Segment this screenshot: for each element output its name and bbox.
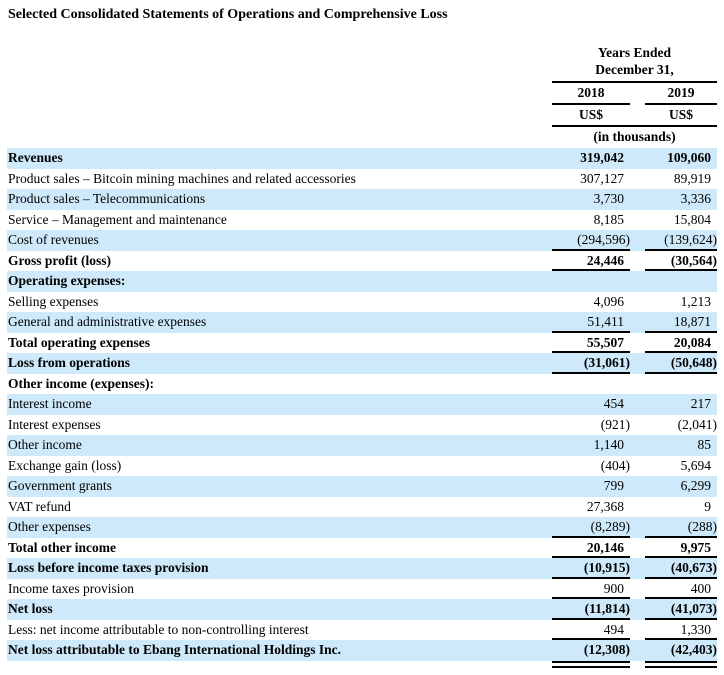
- value-text: (288): [687, 519, 717, 534]
- column-gap: [630, 394, 645, 415]
- column-gap: [630, 640, 645, 661]
- row-label: Exchange gain (loss): [8, 457, 122, 473]
- row-value-2019: [645, 497, 717, 518]
- page-title: Selected Consolidated Statements of Operations and Comprehensive Loss: [8, 7, 448, 22]
- value-text: 18,871: [673, 314, 711, 329]
- column-gap: [630, 579, 645, 600]
- value-text: 27,368: [586, 498, 624, 514]
- header-label-spacer: [7, 83, 552, 105]
- table-row: [7, 148, 717, 169]
- value-text: 20,146: [586, 539, 624, 555]
- row-label: Operating expenses:: [8, 273, 126, 288]
- row-label: Total operating expenses: [8, 334, 151, 350]
- table-row: [7, 394, 717, 415]
- value-text: (294,596): [577, 232, 630, 247]
- row-label: Income taxes provision: [8, 580, 134, 596]
- value-text: (30,564): [670, 252, 717, 268]
- value-text: 55,507: [586, 334, 624, 350]
- units-note: (in thousands): [593, 129, 676, 144]
- table-row: [7, 620, 717, 641]
- table-row: [7, 558, 717, 579]
- row-value-2018: [552, 189, 630, 210]
- row-value-2018: [552, 435, 630, 456]
- row-value-2019: [645, 456, 717, 477]
- value-text: 4,096: [593, 293, 624, 309]
- column-gap: [630, 558, 645, 579]
- row-value-2019: [645, 169, 717, 190]
- row-label: Loss from operations: [8, 355, 131, 370]
- value-text: 1,330: [680, 621, 711, 637]
- value-text: (404): [600, 457, 630, 473]
- row-value-2019: [645, 189, 717, 210]
- row-value-2019: [645, 415, 717, 436]
- row-value-2018: [552, 640, 630, 661]
- row-value-2018: [552, 620, 630, 641]
- value-text: 15,804: [673, 211, 711, 227]
- currency-label-2019: US$: [668, 107, 693, 122]
- column-gap: [630, 476, 645, 497]
- row-value-2019: [645, 394, 717, 415]
- table-row: [7, 251, 717, 272]
- row-value-2018: [552, 599, 630, 620]
- table-row: [7, 640, 717, 661]
- row-value-2019: [645, 312, 717, 333]
- column-gap: [630, 312, 645, 333]
- row-value-2018: [552, 497, 630, 518]
- value-text: 319,042: [580, 150, 624, 165]
- value-text: 24,446: [586, 252, 624, 268]
- column-gap: [630, 271, 645, 292]
- row-label: Net loss: [8, 601, 53, 616]
- row-label: Product sales – Bitcoin mining machines and related accessories: [8, 170, 356, 186]
- row-value-2019: [645, 579, 717, 600]
- value-text: 217: [690, 396, 711, 411]
- value-text: 799: [603, 478, 624, 493]
- column-gap: [630, 620, 645, 641]
- row-label: Other income: [8, 437, 82, 452]
- row-value-2018: [552, 292, 630, 313]
- column-gap: [630, 230, 645, 251]
- value-text: 85: [697, 437, 711, 452]
- row-value-2018: [552, 517, 630, 538]
- column-gap: [630, 292, 645, 313]
- table-row: [7, 435, 717, 456]
- value-text: 6,299: [680, 478, 711, 493]
- value-text: 20,084: [673, 334, 711, 350]
- year-column-2018: 2018: [552, 83, 630, 105]
- value-text: (921): [600, 416, 630, 432]
- double-rule-2018: [552, 661, 630, 668]
- row-value-2018: [552, 558, 630, 579]
- value-text: 400: [690, 580, 711, 596]
- row-value-2018: [552, 353, 630, 374]
- table-header-period: [7, 40, 717, 83]
- column-gap: [630, 497, 645, 518]
- double-rule: [7, 661, 717, 668]
- table-row: [7, 312, 717, 333]
- table-row: [7, 456, 717, 477]
- row-value-2019: [645, 620, 717, 641]
- table-row: [7, 271, 717, 292]
- column-gap: [630, 83, 645, 105]
- row-label: Selling expenses: [8, 293, 99, 309]
- table-row: [7, 169, 717, 190]
- value-text: (42,403): [670, 642, 717, 657]
- value-text: 109,060: [667, 150, 711, 165]
- row-label: VAT refund: [8, 498, 71, 514]
- years-ended-header: [552, 40, 717, 83]
- row-value-2018: [552, 374, 630, 395]
- row-label: Product sales – Telecommunications: [8, 191, 206, 206]
- column-gap: [630, 415, 645, 436]
- value-text: (50,648): [670, 355, 717, 370]
- row-value-2019: [645, 210, 717, 231]
- row-value-2019: [645, 271, 717, 292]
- column-gap: [630, 661, 645, 668]
- value-text: 3,730: [593, 191, 624, 206]
- row-value-2019: [645, 230, 717, 251]
- row-value-2019: [645, 599, 717, 620]
- header-label-spacer: [7, 127, 552, 148]
- column-gap: [630, 333, 645, 354]
- value-text: 9,975: [680, 539, 711, 555]
- value-text: (12,308): [583, 642, 630, 657]
- row-label: Total other income: [8, 539, 116, 555]
- value-text: 5,694: [680, 457, 711, 473]
- rule-spacer: [7, 661, 552, 668]
- value-text: 9: [704, 498, 711, 514]
- column-gap: [630, 251, 645, 272]
- table-header-currency: [7, 105, 717, 127]
- column-gap: [630, 169, 645, 190]
- row-label: Interest income: [8, 396, 92, 411]
- column-gap: [630, 456, 645, 477]
- column-gap: [630, 435, 645, 456]
- row-value-2018: [552, 169, 630, 190]
- row-value-2018: [552, 148, 630, 169]
- value-text: (8,289): [590, 519, 630, 534]
- value-text: 454: [603, 396, 624, 411]
- table-row: [7, 374, 717, 395]
- table-row: [7, 599, 717, 620]
- row-value-2019: [645, 353, 717, 374]
- row-label: Cost of revenues: [8, 232, 99, 247]
- table-body: [7, 148, 717, 668]
- value-text: 89,919: [673, 170, 711, 186]
- value-text: (41,073): [670, 601, 717, 616]
- row-label: Other expenses: [8, 519, 91, 534]
- value-text: (40,673): [670, 560, 717, 575]
- table-row: [7, 415, 717, 436]
- row-value-2018: [552, 476, 630, 497]
- value-text: (2,041): [677, 416, 717, 432]
- row-value-2019: [645, 435, 717, 456]
- value-text: 494: [603, 621, 624, 637]
- years-ended-line1: Years Ended: [597, 45, 672, 60]
- table-row: [7, 210, 717, 231]
- row-label: Net loss attributable to Ebang International Holdings Inc.: [8, 642, 342, 657]
- value-text: 900: [603, 580, 624, 596]
- table-row: [7, 292, 717, 313]
- row-value-2019: [645, 333, 717, 354]
- table-row: [7, 517, 717, 538]
- row-value-2019: [645, 538, 717, 559]
- row-value-2019: [645, 148, 717, 169]
- table-row: [7, 333, 717, 354]
- row-value-2018: [552, 456, 630, 477]
- value-text: 307,127: [580, 170, 624, 186]
- header-label-spacer: [7, 105, 552, 127]
- row-value-2019: [645, 374, 717, 395]
- column-gap: [630, 517, 645, 538]
- operations-table: [7, 40, 717, 668]
- double-rule-2019: [645, 661, 717, 668]
- table-row: [7, 189, 717, 210]
- row-value-2018: [552, 271, 630, 292]
- column-gap: [630, 353, 645, 374]
- row-value-2018: [552, 333, 630, 354]
- row-value-2019: [645, 476, 717, 497]
- value-text: 1,140: [593, 437, 624, 452]
- year-column-2019: 2019: [645, 83, 717, 105]
- row-value-2018: [552, 230, 630, 251]
- value-text: (31,061): [583, 355, 630, 370]
- row-value-2019: [645, 640, 717, 661]
- row-label: Service – Management and maintenance: [8, 211, 227, 227]
- row-label: Interest expenses: [8, 416, 101, 432]
- row-value-2019: [645, 517, 717, 538]
- column-gap: [630, 599, 645, 620]
- row-value-2018: [552, 538, 630, 559]
- table-header-years: [7, 83, 717, 105]
- row-label: Less: net income attributable to non-controlling interest: [8, 621, 309, 637]
- header-label-spacer: [7, 40, 552, 83]
- table-row: [7, 497, 717, 518]
- row-value-2018: [552, 394, 630, 415]
- value-text: (11,814): [584, 601, 630, 616]
- column-gap: [630, 189, 645, 210]
- value-text: (10,915): [583, 560, 630, 575]
- value-text: 1,213: [680, 293, 711, 309]
- row-label: Gross profit (loss): [8, 252, 112, 268]
- column-gap: [630, 148, 645, 169]
- currency-label-2018: US$: [578, 107, 603, 122]
- row-value-2018: [552, 415, 630, 436]
- column-gap: [630, 105, 645, 125]
- table-row: [7, 230, 717, 251]
- column-gap: [630, 374, 645, 395]
- row-label: General and administrative expenses: [8, 314, 207, 329]
- table-row: [7, 476, 717, 497]
- value-text: 8,185: [593, 211, 624, 227]
- row-label: Revenues: [8, 150, 63, 165]
- value-text: (139,624): [664, 232, 717, 247]
- table-row: [7, 538, 717, 559]
- value-text: 51,411: [587, 314, 624, 329]
- row-value-2018: [552, 579, 630, 600]
- column-gap: [630, 538, 645, 559]
- row-label: Other income (expenses):: [8, 375, 154, 391]
- row-label: Loss before income taxes provision: [8, 560, 209, 575]
- years-ended-line2: December 31,: [595, 62, 674, 77]
- column-gap: [630, 210, 645, 231]
- value-text: 3,336: [680, 191, 711, 206]
- row-label: Government grants: [8, 478, 112, 493]
- row-value-2019: [645, 251, 717, 272]
- row-value-2018: [552, 210, 630, 231]
- row-value-2019: [645, 292, 717, 313]
- row-value-2018: [552, 312, 630, 333]
- table-row: [7, 353, 717, 374]
- row-value-2018: [552, 251, 630, 272]
- table-header-units: [7, 127, 717, 148]
- table-row: [7, 579, 717, 600]
- row-value-2019: [645, 558, 717, 579]
